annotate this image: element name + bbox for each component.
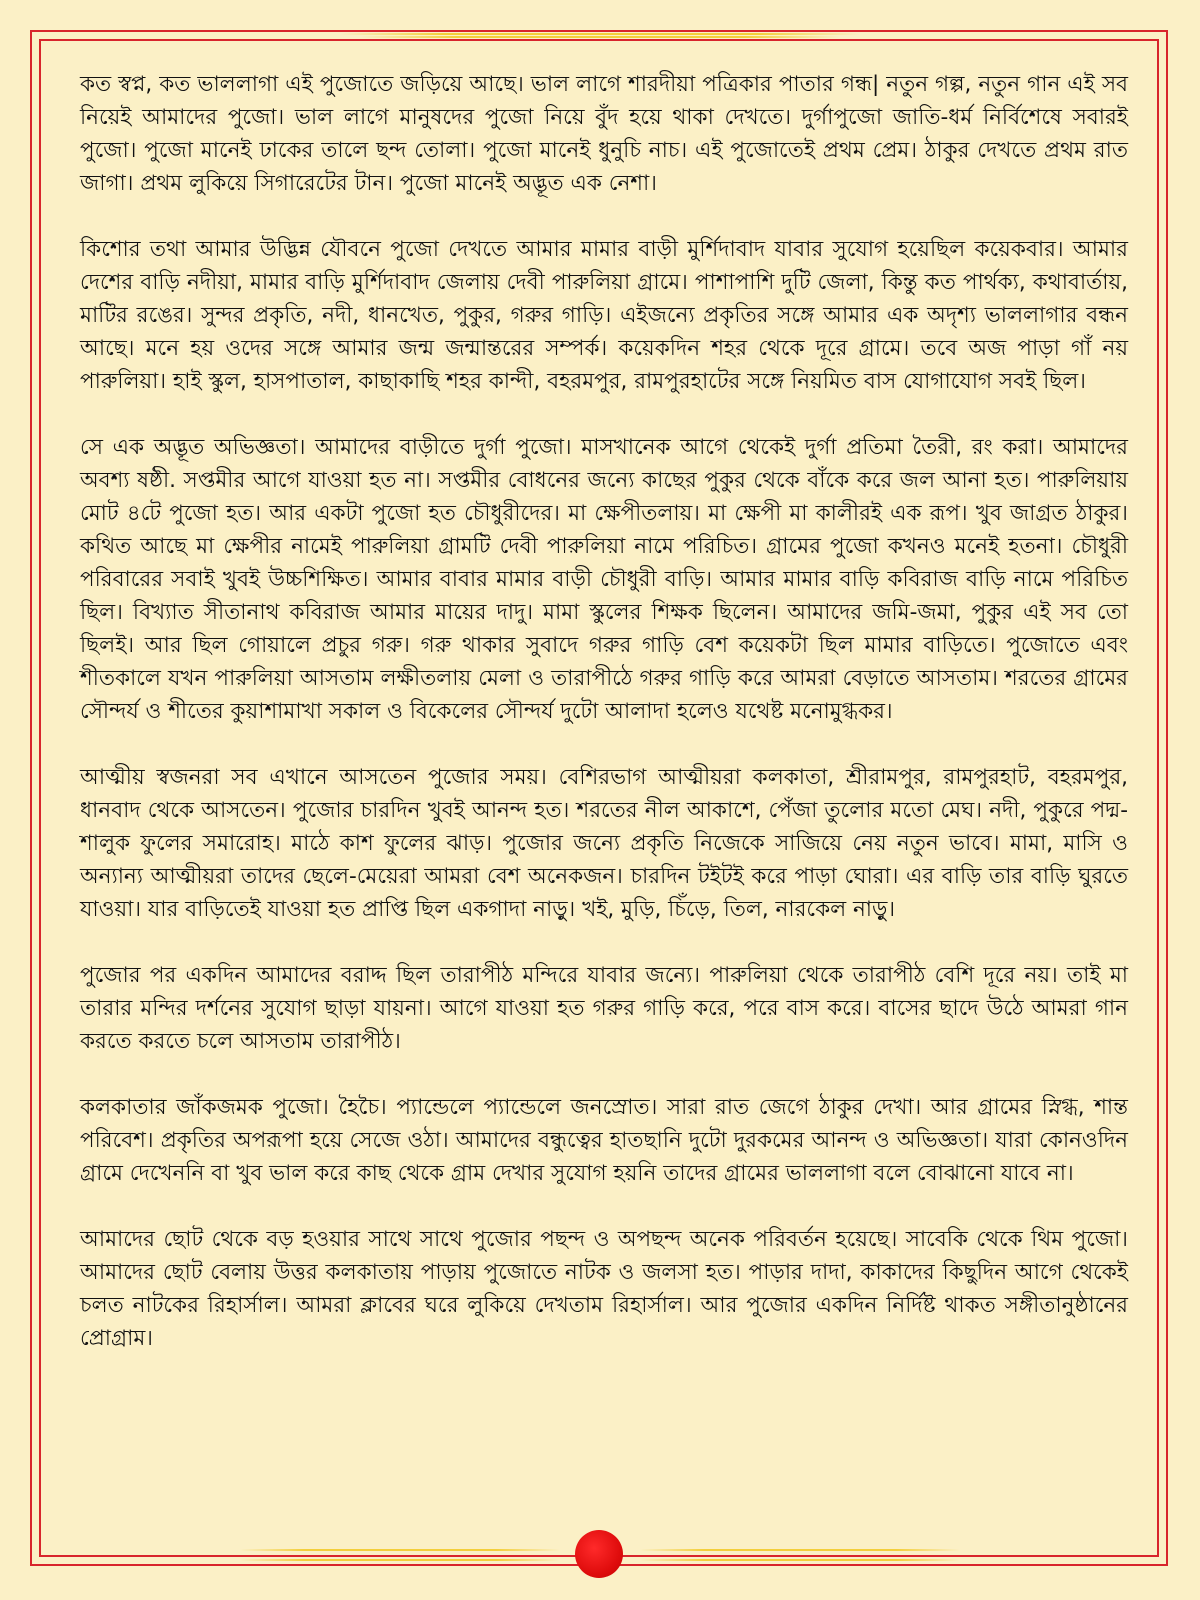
paragraph-1: কত স্বপ্ন, কত ভাললাগা এই পুজোতে জড়িয়ে আছে। ভাল লাগে শারদীয়া পত্রিকার পাতার গন্ধ| নতুন গল্প, নতুন গান এই সব নিয়েই আমাদের পুজো। ভাল লাগে মানুষদের পুজো নিয়ে বুঁদ হয়ে থাকা দেখতে। দুর্গাপুজো জাতি-ধর্ম নির্বিশেষে সবারই পুজো। পুজো মানেই ঢাকের তালে ছন্দ তোলা। পুজো মানেই ধুনুচি নাচ। এই পুজোতেই প্রথম প্রেম। ঠাকুর দেখতে প্রথম রাত জাগা। প্রথম লুকিয়ে সিগারেটের টান। পুজো মানেই অদ্ভূত এক নেশা। <box>80 72 1128 196</box>
paragraph-2: কিশোর তথা আমার উদ্ভিন্ন যৌবনে পুজো দেখতে আমার মামার বাড়ী মুর্শিদাবাদ যাবার সুযোগ হয়েছিল কয়েকবার। আমার দেশের বাড়ি নদীয়া, মামার বাড়ি মুর্শিদাবাদ জেলায় দেবী পারুলিয়া গ্রামে। পাশাপাশি দুটি জেলা, কিন্তু কত পার্থক্য, কথাবার্তায়, মাটির রঙের। সুন্দর প্রকৃতি, নদী, ধানখেত, পুকুর, গরুর গাড়ি। এইজন্যে প্রকৃতির সঙ্গে আমার এক অদৃশ্য ভাললাগার বন্ধন আছে। মনে হয় ওদের সঙ্গে আমার জন্ম জন্মান্তরের সম্পর্ক। কয়েকদিন শহর থেকে দূরে গ্রামে। তবে অজ পাড়া গাঁ নয় পারুলিয়া। হাই স্কুল, হাসপাতাল, কাছাকাছি শহর কান্দী, বহরমপুর, রামপুরহাটের সঙ্গে নিয়মিত বাস যোগাযোগ সবই ছিল। <box>80 237 1128 394</box>
bottom-right-gold-rule <box>640 1549 960 1551</box>
paragraph-5: পুজোর পর একদিন আমাদের বরাদ্দ ছিল তারাপীঠ মন্দিরে যাবার জন্যে। পারুলিয়া থেকে তারাপীঠ বেশি দূরে নয়। তাই মা তারার মন্দির দর্শনের সুযোগ ছাড়া যায়না। আগে যাওয়া হত গরুর গাড়ি করে, পরে বাস করে। বাসের ছাদে উঠে আমরা গান করতে করতে চলে আসতাম তারাপীঠ। <box>80 963 1128 1054</box>
article-body <box>80 68 1128 1355</box>
paragraph-4: আত্মীয় স্বজনরা সব এখানে আসতেন পুজোর সময়। বেশিরভাগ আত্মীয়রা কলকাতা, শ্রীরামপুর, রামপুরহাট, বহরমপুর, ধানবাদ থেকে আসতেন। পুজোর চারদিন খুবই আনন্দ হত। শরতের নীল আকাশে, পেঁজা তুলোর মতো মেঘ। নদী, পুকুরে পদ্ম-শালুক ফুলের সমারোহ। মাঠে কাশ ফুলের ঝাড়। পুজোর জন্যে প্রকৃতি নিজেকে সাজিয়ে নেয় নতুন ভাবে। মামা, মাসি ও অন্যান্য আত্মীয়রা তাদের ছেলে-মেয়েরা আমরা বেশ অনেকজন। চারদিন টইটই করে পাড়া ঘোরা। এর বাড়ি তার বাড়ি ঘুরতে যাওয়া। যার বাড়িতেই যাওয়া হত প্রাপ্তি ছিল একগাদা নাড়ু। খই, মুড়ি, চিঁড়ে, তিল, নারকেল নাড়ু। <box>80 765 1128 922</box>
red-dot-ornament <box>575 1530 623 1578</box>
paragraph-7: আমাদের ছোট থেকে বড় হওয়ার সাথে সাথে পুজোর পছন্দ ও অপছন্দ অনেক পরিবর্তন হয়েছে। সাবেকি থেকে থিম পুজো। আমাদের ছোট বেলায় উত্তর কলকাতায় পাড়ায় পুজোতে নাটক ও জলসা হত। পাড়ার দাদা, কাকাদের কিছুদিন আগে থেকেই চলত নাটকের রিহার্সাল। আমরা ক্লাবের ঘরে লুকিয়ে দেখতাম রিহার্সাল। আর পুজোর একদিন নির্দিষ্ট থাকত সঙ্গীতানুষ্ঠানের প্রোগ্রাম। <box>80 1227 1128 1351</box>
top-gold-rule <box>340 33 860 35</box>
paragraph-6: কলকাতার জাঁকজমক পুজো। হৈচৈ। প্যান্ডেলে প্যান্ডেলে জনস্রোত। সারা রাত জেগে ঠাকুর দেখা। আর গ্রামের স্নিগ্ধ, শান্ত পরিবেশ। প্রকৃতির অপরূপা হয়ে সেজে ওঠা। আমাদের বন্ধুত্বের হাতছানি দুটো দুরকমের আনন্দ ও অভিজ্ঞতা। যারা কোনওদিন গ্রামে দেখেননি বা খুব ভাল করে কাছ থেকে গ্রাম দেখার সুযোগ হয়নি তাদের গ্রামের ভাললাগা বলে বোঝানো যাবে না। <box>80 1095 1128 1186</box>
bottom-right-gold-rule-lower <box>640 1559 960 1561</box>
bottom-left-gold-rule <box>240 1549 560 1551</box>
paragraph-3: সে এক অদ্ভূত অভিজ্ঞতা। আমাদের বাড়ীতে দুর্গা পুজো। মাসখানেক আগে থেকেই দুর্গা প্রতিমা তৈরী, রং করা। আমাদের অবশ্য ষষ্ঠী. সপ্তমীর আগে যাওয়া হত না। সপ্তমীর বোধনের জন্যে কাছের পুকুর থেকে বাঁকে করে জল আনা হত। পারুলিয়ায় মোট ৪টে পুজো হত। আর একটা পুজো হত চৌধুরীদের। মা ক্ষেপীতলায়। মা ক্ষেপী মা কালীরই এক রূপ। খুব জাগ্রত ঠাকুর। কথিত আছে মা ক্ষেপীর নামেই পারুলিয়া গ্রামটি দেবী পারুলিয়া নামে পরিচিত। গ্রামের পুজো কখনও মনেই হতনা। চৌধুরী পরিবারের সবাই খুবই উচ্চশিক্ষিত। আমার বাবার মামার বাড়ী চৌধুরী বাড়ি। আমার মামার বাড়ি কবিরাজ বাড়ি নামে পরিচিত ছিল। বিখ্যাত সীতানাথ কবিরাজ আমার মায়ের দাদু। মামা স্কুলের শিক্ষক ছিলেন। আমাদের জমি-জমা, পুকুর এই সব তো ছিলই। আর ছিল গোয়ালে প্রচুর গরু। গরু থাকার সুবাদে গরুর গাড়ি বেশ কয়েকটা ছিল মামার বাড়িতে। পুজোতে এবং শীতকালে যখন পারুলিয়া আসতাম লক্ষীতলায় মেলা ও তারাপীঠে গরুর গাড়ি করে আমরা বেড়াতে আসতাম। শরতের গ্রামের সৌন্দর্য ও শীতের কুয়াশামাখা সকাল ও বিকেলের সৌন্দর্য দুটো আলাদা হলেও যথেষ্ট মনোমুগ্ধকর। <box>80 435 1128 724</box>
bottom-left-gold-rule-lower <box>240 1559 560 1561</box>
top-gold-rule-inner <box>360 36 840 38</box>
